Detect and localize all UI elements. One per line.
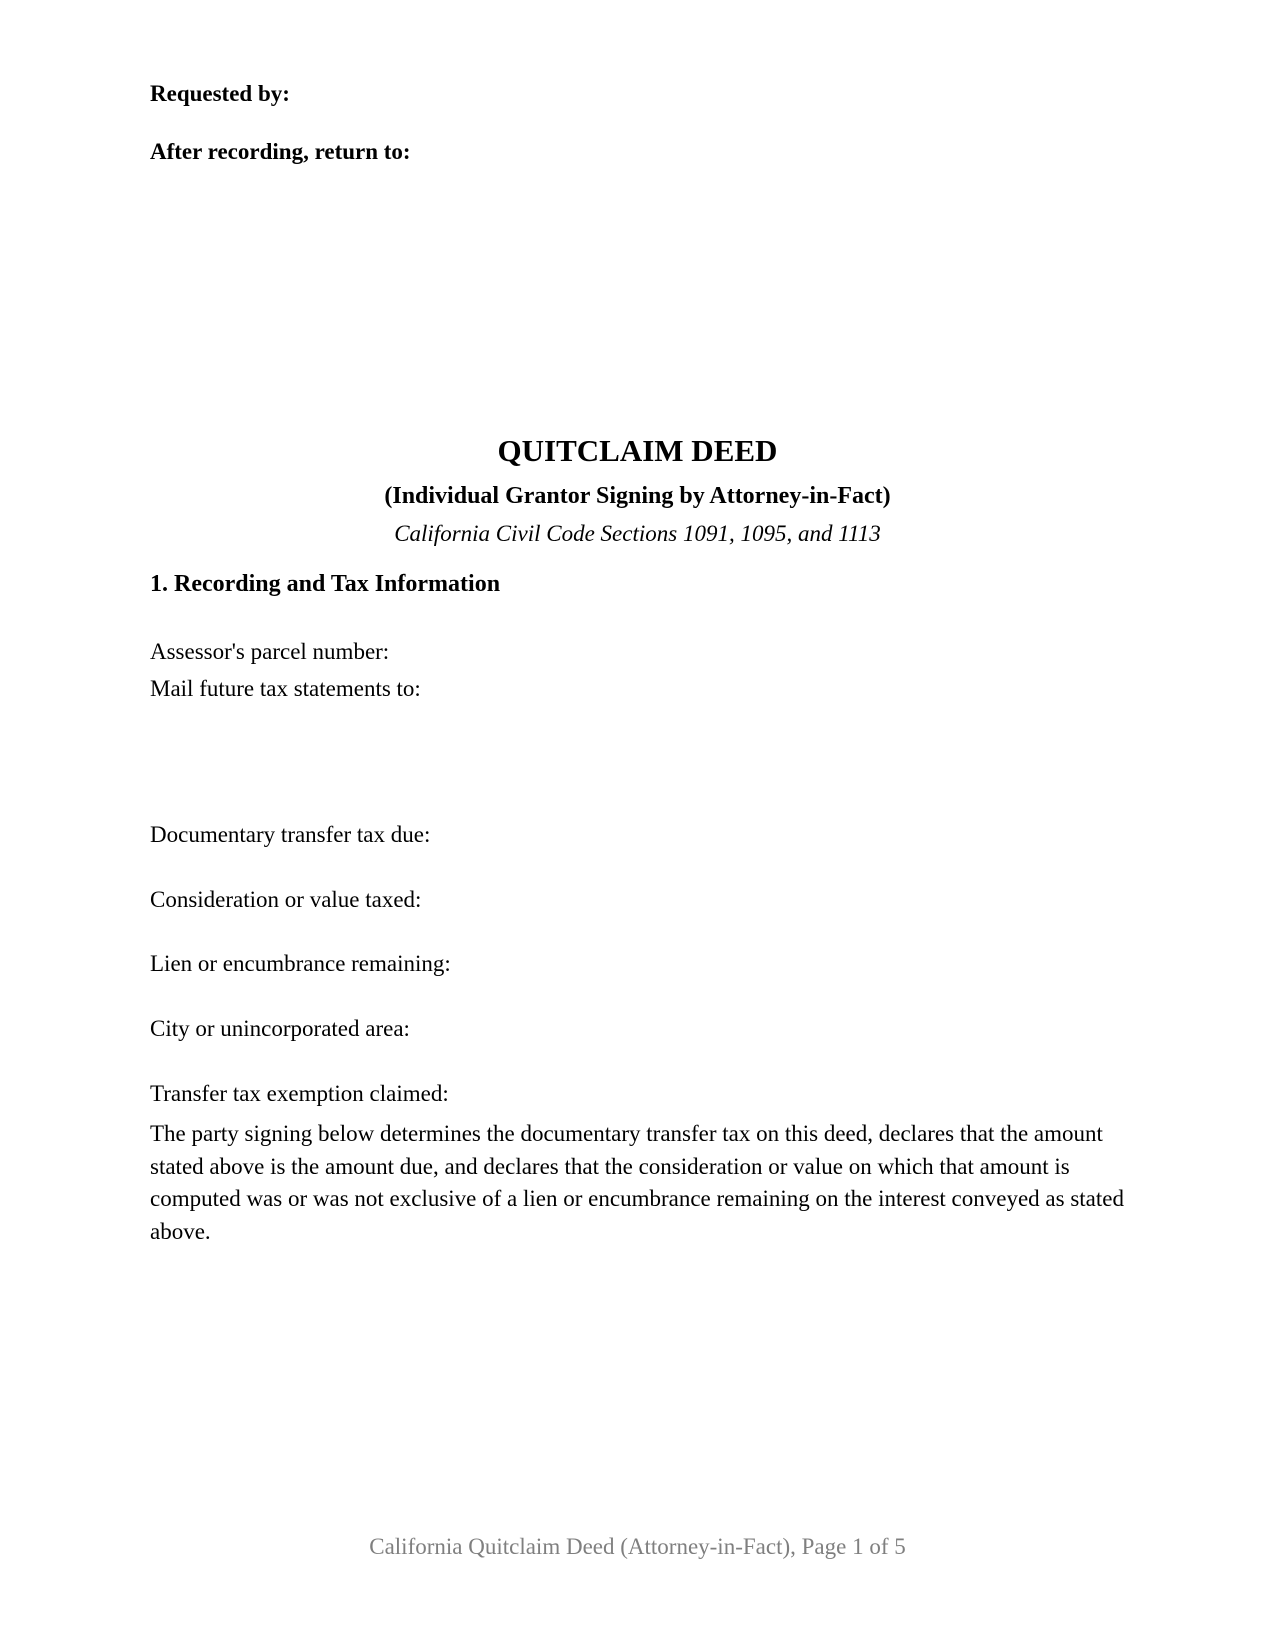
document-subtitle: (Individual Grantor Signing by Attorney-in-Fact) bbox=[384, 483, 891, 509]
return-to-label: After recording, return to: bbox=[150, 139, 411, 164]
declaration-paragraph: The party signing below determines the documentary transfer tax on this deed, declares that the amount stated above is the amount due, and declares that the consideration or value on which that amount is computed was or was not exclusive of a lien or encumbrance remaining on the interest conveyed as stated above. bbox=[150, 1121, 1124, 1244]
statute-citation: California Civil Code Sections 1091, 1095, and 1113 bbox=[394, 521, 881, 546]
consideration-label: Consideration or value taxed: bbox=[150, 887, 422, 912]
mail-tax-statements-label: Mail future tax statements to: bbox=[150, 676, 421, 701]
section-heading: 1. Recording and Tax Information bbox=[150, 571, 501, 597]
lien-remaining-label: Lien or encumbrance remaining: bbox=[150, 951, 451, 976]
exemption-label: Transfer tax exemption claimed: bbox=[150, 1081, 449, 1106]
parcel-number-label: Assessor's parcel number: bbox=[150, 639, 390, 664]
transfer-tax-due-label: Documentary transfer tax due: bbox=[150, 822, 431, 847]
page-footer: California Quitclaim Deed (Attorney-in-Fact), Page 1 of 5 bbox=[369, 1534, 906, 1559]
city-area-label: City or unincorporated area: bbox=[150, 1016, 410, 1041]
document-title: QUITCLAIM DEED bbox=[497, 433, 778, 468]
requested-by-label: Requested by: bbox=[150, 81, 290, 106]
